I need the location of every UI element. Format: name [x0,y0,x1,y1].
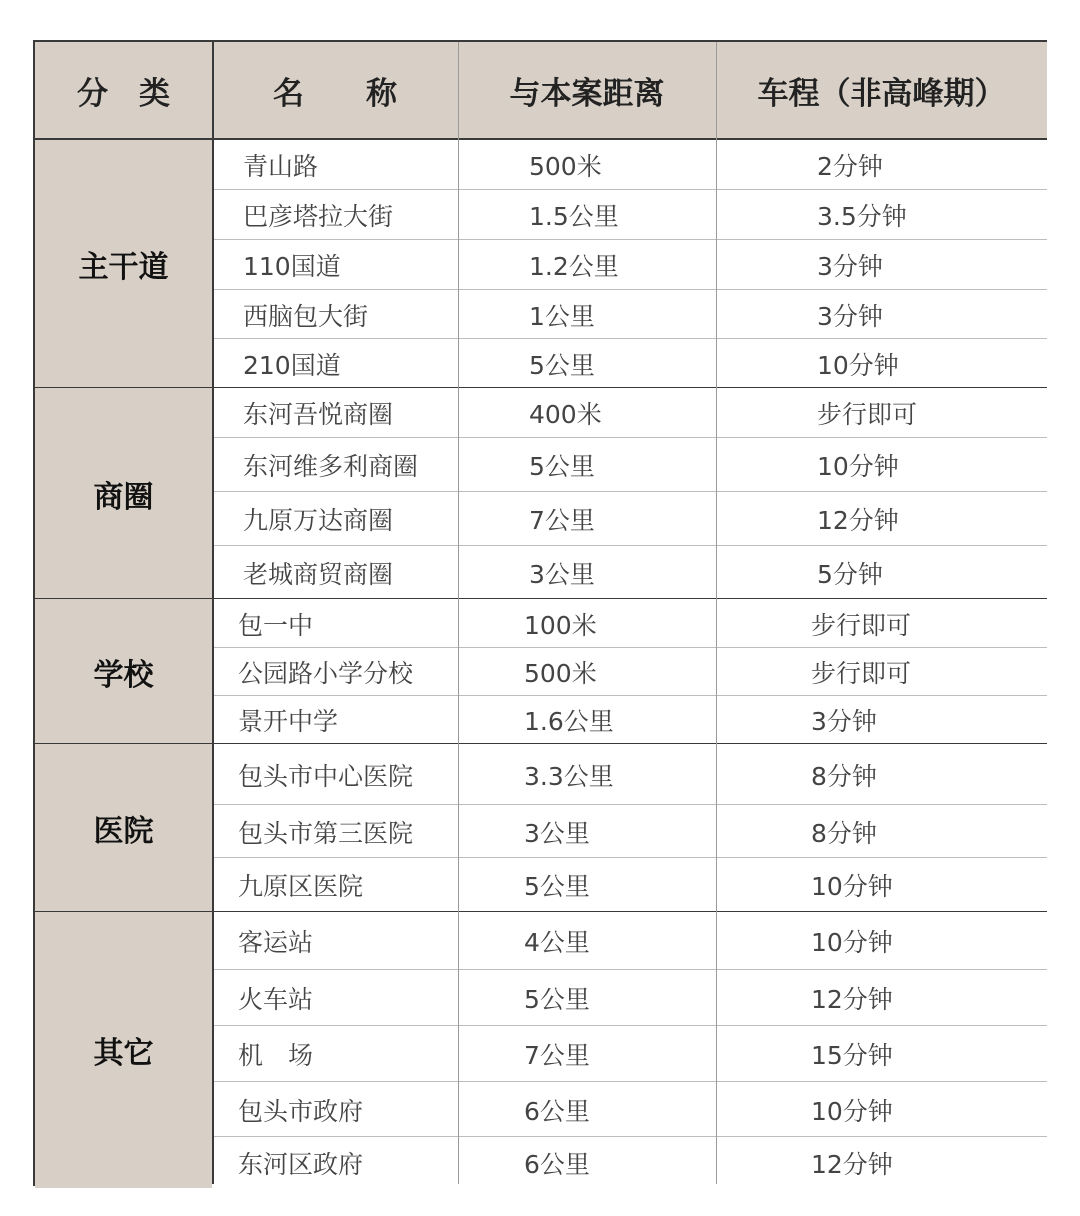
place-name-text: 景开中学 [238,707,339,736]
place-name-text: 九原万达商圈 [243,506,394,535]
drive-time-text: 5分钟 [817,559,883,589]
category-cell [35,139,212,388]
drive-time-text: 8分钟 [811,818,877,848]
drive-time [716,546,1047,599]
distance-value-text: 5公里 [529,350,595,380]
distance-value-text: 3公里 [524,818,590,848]
drive-time [716,1082,1047,1137]
place-name [212,648,458,696]
distance-value [458,492,716,546]
place-name-text: 包头市第三医院 [238,818,414,848]
drive-time-text: 10分钟 [817,350,899,380]
distance-value [458,546,716,599]
place-name [212,240,458,290]
category-cell [35,388,212,599]
drive-time-text: 步行即可 [817,400,918,429]
distance-value-text: 6公里 [524,1096,590,1126]
distance-value [458,290,716,339]
category-cell [35,912,212,1188]
drive-time [716,970,1047,1026]
drive-time [716,139,1047,190]
drive-time-text: 3分钟 [817,301,883,331]
place-name [212,805,458,858]
place-name-text: 巴彦塔拉大街 [243,202,394,231]
distance-value-text: 3公里 [529,559,595,589]
place-name-text: 东河区政府 [238,1149,364,1179]
category-cell [35,599,212,744]
distance-value-text: 4公里 [524,928,590,957]
drive-time-text: 2分钟 [817,151,883,181]
place-name [212,388,458,438]
drive-time [716,339,1047,388]
drive-time [716,492,1047,546]
distance-value [458,438,716,492]
category-label: 主干道 [78,249,169,285]
place-name [212,1137,458,1188]
place-name-text: 包一中 [238,610,314,640]
place-name-text: 110国道 [243,252,341,281]
distance-value-text: 1.5公里 [529,202,619,231]
drive-time-text: 步行即可 [811,610,912,640]
distance-value-text: 400米 [529,400,602,429]
drive-time [716,599,1047,648]
place-name-text: 西脑包大街 [243,301,369,331]
place-name [212,1026,458,1082]
distance-value [458,744,716,805]
drive-time [716,388,1047,438]
distance-value-text: 1公里 [529,301,595,331]
distance-value-text: 500米 [529,151,602,181]
place-name-text: 机 场 [238,1041,314,1070]
drive-time-text: 3.5分钟 [817,202,907,231]
distance-value [458,388,716,438]
place-name-text: 火车站 [238,985,314,1014]
place-name [212,858,458,912]
drive-time [716,858,1047,912]
distance-value-text: 5公里 [524,872,590,901]
drive-time [716,912,1047,970]
distance-value [458,240,716,290]
distance-value [458,912,716,970]
distance-value [458,696,716,744]
drive-time-text: 10分钟 [817,452,899,481]
distance-value [458,1026,716,1082]
place-name-text: 青山路 [243,151,319,181]
place-name [212,438,458,492]
place-name [212,546,458,599]
distance-value [458,1082,716,1137]
place-name [212,599,458,648]
place-name [212,339,458,388]
drive-time-text: 10分钟 [811,928,893,957]
place-name [212,912,458,970]
category-cell [35,744,212,912]
drive-time-text: 15分钟 [811,1041,893,1070]
header-name: 名 称 [212,42,458,139]
distance-value [458,339,716,388]
drive-time-text: 12分钟 [817,506,899,535]
drive-time-text: 步行即可 [811,659,912,688]
drive-time-text: 12分钟 [811,1149,893,1179]
place-name [212,190,458,240]
distance-value [458,190,716,240]
column-divider [212,42,214,1184]
place-name [212,290,458,339]
place-name-text: 包头市中心医院 [238,761,414,791]
distance-value-text: 1.2公里 [529,252,619,281]
distance-value-text: 6公里 [524,1149,590,1179]
category-label: 学校 [93,657,154,693]
distance-value-text: 5公里 [529,452,595,481]
drive-time [716,648,1047,696]
distance-value-text: 500米 [524,659,597,688]
drive-time-text: 3分钟 [811,707,877,736]
place-name-text: 公园路小学分校 [238,659,414,688]
drive-time [716,696,1047,744]
drive-time [716,805,1047,858]
header-distance: 与本案距离 [458,42,716,139]
place-name [212,970,458,1026]
place-name [212,696,458,744]
distance-value [458,599,716,648]
drive-time [716,1137,1047,1188]
distance-value [458,970,716,1026]
distance-value-text: 7公里 [529,506,595,535]
drive-time-text: 12分钟 [811,985,893,1014]
distance-value [458,858,716,912]
distance-value [458,648,716,696]
drive-time [716,1026,1047,1082]
place-name-text: 九原区医院 [238,872,364,901]
drive-time [716,438,1047,492]
drive-time-text: 10分钟 [811,1096,893,1126]
place-name-text: 包头市政府 [238,1096,364,1126]
place-name [212,492,458,546]
category-label: 商圈 [93,479,154,515]
distance-value-text: 5公里 [524,985,590,1014]
place-name-text: 东河维多利商圈 [243,452,419,481]
distance-table [33,40,1047,1186]
place-name-text: 客运站 [238,928,314,957]
drive-time [716,290,1047,339]
column-divider [458,42,459,1184]
drive-time-text: 3分钟 [817,252,883,281]
drive-time [716,744,1047,805]
place-name [212,1082,458,1137]
distance-value [458,1137,716,1188]
drive-time-text: 8分钟 [811,761,877,791]
header-category: 分 类 [35,42,212,139]
place-name-text: 210国道 [243,350,341,380]
drive-time [716,190,1047,240]
category-label: 医院 [93,814,154,849]
header-drive-time: 车程（非高峰期） [716,42,1047,139]
column-divider [716,42,717,1184]
drive-time [716,240,1047,290]
header-divider [35,138,1047,140]
distance-value-text: 1.6公里 [524,707,614,736]
distance-value [458,805,716,858]
place-name-text: 东河吾悦商圈 [243,400,394,429]
place-name [212,139,458,190]
distance-value [458,139,716,190]
place-name-text: 老城商贸商圈 [243,559,394,589]
distance-value-text: 7公里 [524,1041,590,1070]
category-label: 其它 [93,1036,154,1071]
distance-value-text: 3.3公里 [524,761,614,791]
place-name [212,744,458,805]
distance-value-text: 100米 [524,610,597,640]
drive-time-text: 10分钟 [811,872,893,901]
